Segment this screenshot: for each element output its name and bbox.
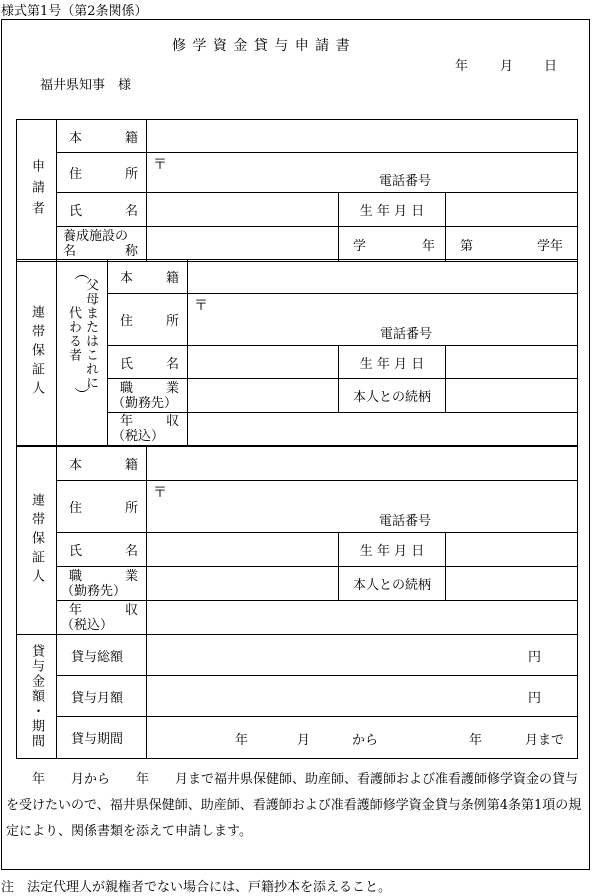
applicant-honseki-label: 本 籍 bbox=[57, 120, 147, 153]
period-end-year: 年 bbox=[469, 733, 483, 748]
guarantor2-relation-label: 本人との続柄 bbox=[339, 567, 446, 601]
date-day: 日 bbox=[544, 59, 558, 74]
guarantor2-address-label: 住 所 bbox=[57, 481, 147, 533]
applicant-address-field[interactable] bbox=[147, 153, 578, 193]
guarantor1-income-label: 年 収 （税込） bbox=[108, 413, 188, 446]
loan-monthly-label: 貸与月額 bbox=[57, 676, 147, 717]
loan-period-field[interactable] bbox=[147, 717, 578, 759]
guarantor1-sub-label: ︵ 父母またはこれに代わる者 ︶ bbox=[57, 260, 108, 446]
applicant-phone-label: 電話番号 bbox=[379, 174, 432, 189]
loan-total-label: 貸与総額 bbox=[57, 635, 147, 676]
form-id: 様式第1号（第2条関係） bbox=[1, 4, 148, 19]
guarantor1-phone-label: 電話番号 bbox=[380, 327, 433, 342]
applicant-birth-field[interactable] bbox=[446, 193, 578, 227]
postal-mark-icon: 〒 bbox=[153, 157, 167, 173]
guarantor1-section-label: 連帯保証人 bbox=[17, 260, 57, 446]
period-end-month: 月まで bbox=[525, 733, 565, 748]
postal-mark-icon: 〒 bbox=[153, 485, 167, 501]
guarantor2-name-label: 氏 名 bbox=[57, 533, 147, 567]
applicant-name-label: 氏 名 bbox=[57, 193, 147, 227]
date-month: 月 bbox=[500, 59, 514, 74]
guarantor1-honseki-field[interactable] bbox=[188, 260, 578, 294]
applicant-name-field[interactable] bbox=[147, 193, 339, 227]
yen-unit: 円 bbox=[527, 690, 541, 706]
guarantor2-income-field[interactable] bbox=[147, 601, 578, 635]
guarantor1-job-field[interactable] bbox=[188, 379, 339, 413]
guarantor1-table bbox=[16, 259, 578, 446]
applicant-honseki-field[interactable] bbox=[147, 120, 578, 153]
guarantor1-relation-field[interactable] bbox=[446, 379, 578, 413]
guarantor1-income-field[interactable] bbox=[188, 413, 578, 446]
guarantor2-honseki-label: 本 籍 bbox=[57, 447, 147, 481]
guarantor2-phone-label: 電話番号 bbox=[379, 514, 432, 529]
applicant-address-label: 住 所 bbox=[57, 153, 147, 193]
addressee: 福井県知事 様 bbox=[40, 78, 132, 93]
guarantor2-income-label: 年 収 （税込） bbox=[57, 601, 147, 635]
applicant-table bbox=[16, 119, 578, 262]
loan-section-label: 貸与金額・期間 bbox=[17, 635, 57, 759]
loan-total-field[interactable] bbox=[147, 635, 578, 676]
footnote: 注 法定代理人が親権者でない場合には、戸籍抄本を添えること。 bbox=[1, 880, 392, 895]
loan-table bbox=[16, 634, 578, 759]
guarantor2-honseki-field[interactable] bbox=[147, 447, 578, 481]
form-title: 修 学 資 金 貸 与 申 請 書 bbox=[172, 38, 351, 54]
guarantor2-birth-label: 生 年 月 日 bbox=[339, 533, 446, 567]
guarantor1-job-label: 職 業 （勤務先） bbox=[108, 379, 188, 413]
postal-mark-icon: 〒 bbox=[194, 298, 208, 314]
date-year: 年 bbox=[455, 59, 469, 74]
guarantor2-table bbox=[16, 446, 578, 635]
guarantor2-address-field[interactable] bbox=[147, 481, 578, 533]
loan-monthly-field[interactable] bbox=[147, 676, 578, 717]
guarantor2-relation-field[interactable] bbox=[446, 567, 578, 601]
period-from: から bbox=[352, 733, 379, 748]
guarantor2-job-field[interactable] bbox=[147, 567, 339, 601]
guarantor2-section-label: 連帯保証人 bbox=[17, 447, 57, 635]
guarantor2-name-field[interactable] bbox=[147, 533, 339, 567]
applicant-grade-label: 学 年 bbox=[339, 227, 446, 262]
applicant-grade-field[interactable]: 第 学年 bbox=[446, 227, 578, 262]
applicant-birth-label: 生 年 月 日 bbox=[339, 193, 446, 227]
guarantor1-relation-label: 本人との続柄 bbox=[339, 379, 446, 413]
yen-unit: 円 bbox=[527, 649, 541, 665]
applicant-school-field[interactable] bbox=[147, 227, 339, 262]
guarantor1-birth-field[interactable] bbox=[446, 346, 578, 379]
guarantor1-name-field[interactable] bbox=[188, 346, 339, 379]
guarantor1-address-field[interactable] bbox=[188, 294, 578, 346]
guarantor2-job-label: 職 業 （勤務先） bbox=[57, 567, 147, 601]
guarantor1-name-label: 氏 名 bbox=[108, 346, 188, 379]
period-start-month: 月 bbox=[297, 733, 311, 748]
guarantor1-birth-label: 生 年 月 日 bbox=[339, 346, 446, 379]
applicant-section-label: 申請者 bbox=[17, 120, 57, 262]
loan-period-label: 貸与期間 bbox=[57, 717, 147, 759]
period-start-year: 年 bbox=[235, 733, 249, 748]
guarantor2-birth-field[interactable] bbox=[446, 533, 578, 567]
applicant-school-label: 養成施設の 名 称 bbox=[57, 227, 147, 262]
guarantor1-address-label: 住 所 bbox=[108, 294, 188, 346]
guarantor1-honseki-label: 本 籍 bbox=[108, 260, 188, 294]
statement: 年 月から 年 月まで福井県保健師、助産師、看護師および准看護師修学資金の貸与を受けたいので、福井県保健師、助産師、看護師および准看護師修学資金貸与条例第4条第1項の規定により、関係書類を添えて申請します。 bbox=[6, 772, 582, 839]
